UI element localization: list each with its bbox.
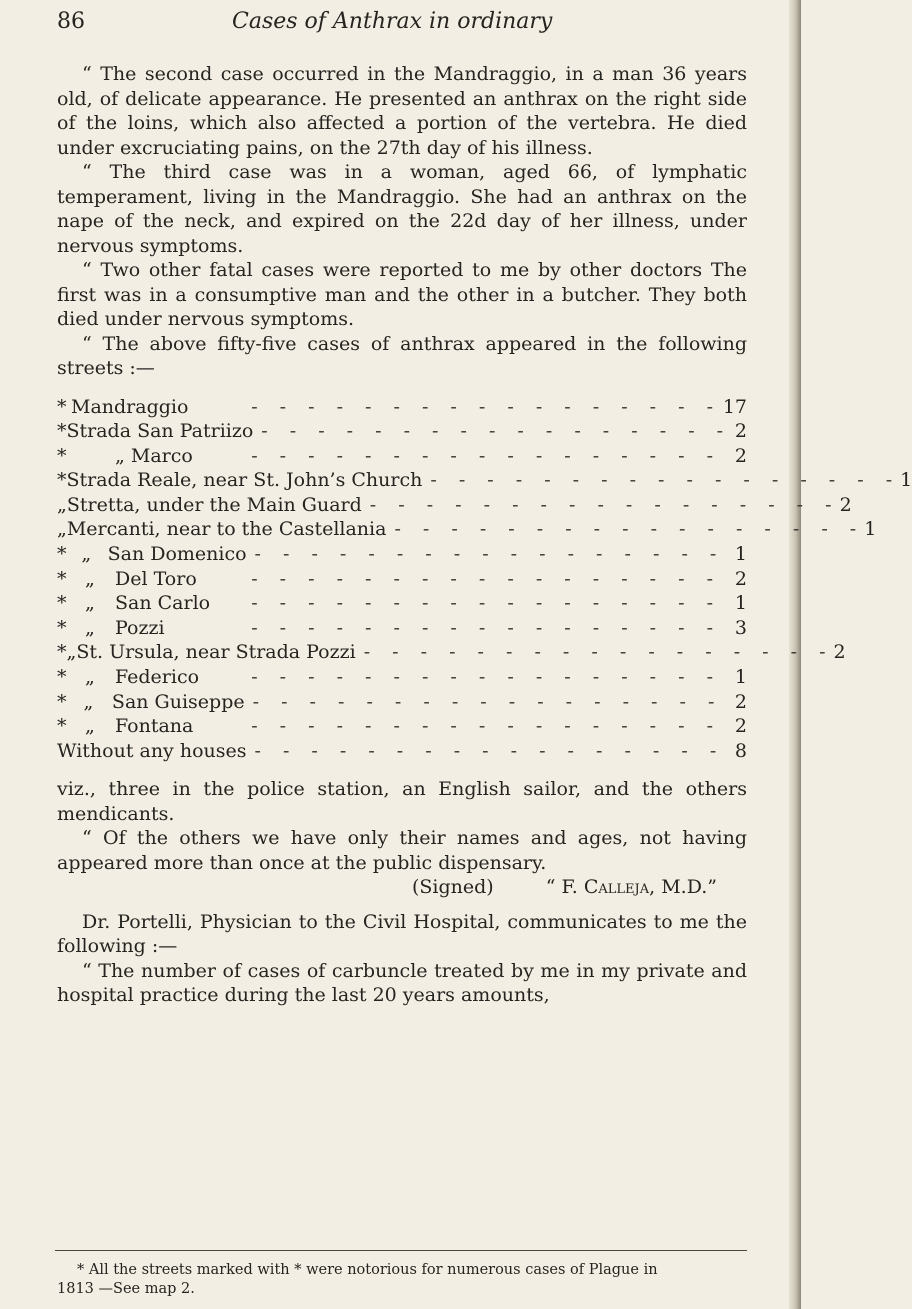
paragraph-second-case: “ The second case occurred in the Mandraggio, in a man 36 years old, of delicate appearance. He presented an anthrax on the right side of the loins, which also affected a portion of the vertebra. He died under excruciating pains, on the 27th day of his illness. [57,63,747,159]
dot-leader: - - - - - - - - - - - - - - - - - [254,739,725,762]
street-name: San Carlo [115,592,211,615]
dot-leader: - - - - - - - - - - - - - - - - - [251,666,721,689]
case-count: 2 [833,641,846,664]
dot-leader: - - - - - - - - - - - - - - - - - [251,567,721,590]
plague-asterisk: * [57,420,67,443]
plague-asterisk: * [57,469,67,492]
paragraph-others: “ Of the others we have only their names and ages, not having appeared more than once at the public dispensary. [57,827,747,874]
street-row [57,419,747,444]
dot-leader: - - - - - - - - - - - - - - - - - [430,469,901,492]
ditto-mark: „ [81,543,92,566]
plague-asterisk: * [57,567,67,590]
paragraph-third-case: “ The third case was in a woman, aged 66, of lymphatic temperament, living in the Mandraggio. She had an anthrax on the nape of the neck, and expired on the 22d day of her illness, under nervous symptoms. [57,161,747,257]
dot-leader: - - - - - - - - - - - - - - - - - [251,616,721,639]
ditto-mark: „ [85,715,95,738]
paragraph-viz: viz., three in the police station, an English sailor, and the others mendicants. [57,778,747,825]
street-name: Del Toro [115,567,197,590]
street-name: Mercanti, near to the Castellania [66,518,387,541]
dot-leader: - - - - - - - - - - - - - - - - - [363,641,834,664]
street-name: Without any houses [57,739,247,762]
street-name: Fontana [115,715,194,738]
body-text [57,62,912,1008]
street-row [57,714,747,739]
street-name: St. Ursula, near Strada Pozzi [76,641,356,664]
case-count: 2 [734,567,747,590]
plague-asterisk: * [57,395,67,418]
dot-leader: - - - - - - - - - - - - - - - - - [252,690,723,713]
street-row [57,444,747,469]
street-row [57,640,846,665]
street-table [57,395,912,764]
plague-asterisk: * [57,444,67,467]
street-name: Stretta, under the Main Guard [66,493,362,516]
street-name: Strada Reale, near St. John’s Church [66,469,423,492]
case-count: 1 [864,518,877,541]
plague-asterisk: * [57,616,67,639]
street-row [57,665,747,690]
case-count: 1 [734,543,747,566]
street-name: Strada San Patriizo [66,420,254,443]
street-row [57,739,747,764]
dot-leader: - - - - - - - - - - - - - - - - - [251,395,721,418]
case-count: 2 [734,690,747,713]
case-count: 2 [734,420,747,443]
running-title: Cases of Anthrax in ordinary [232,9,553,34]
case-count: 17 [722,395,747,418]
dot-leader: - - - - - - - - - - - - - - - - - [394,518,865,541]
case-count: 3 [734,616,747,639]
page-number: 86 [57,9,85,34]
plague-asterisk: * [57,641,67,664]
ditto-mark: „ [83,690,94,713]
street-row [57,395,747,420]
street-name: „ Marco [115,444,193,467]
paragraph-carbuncle: “ The number of cases of carbuncle treated by me in my private and hospital practice during the last 20 years amounts, [57,959,747,1007]
street-name: San Guiseppe [111,690,245,713]
street-row [57,542,747,567]
street-row [57,591,747,616]
dot-leader: - - - - - - - - - - - - - - - - - [251,715,721,738]
street-name: Mandraggio [71,395,189,418]
plague-asterisk: * [57,690,67,713]
ditto-mark: „ [66,641,77,664]
case-count: 2 [734,444,747,467]
paragraph-streets-intro: “ The above fifty-five cases of anthrax appeared in the following streets :— [57,332,747,379]
footnote-rule [55,1250,747,1251]
dot-leader: - - - - - - - - - - - - - - - - - [369,493,840,516]
footnote-line-2: 1813 —See map 2. [57,1281,195,1297]
case-count: 1 [734,592,747,615]
plague-asterisk: * [57,715,67,738]
street-row [57,493,852,518]
signature-line [57,875,747,900]
case-count: 2 [839,493,852,516]
street-row [57,690,747,715]
signature-signed: (Signed) [411,876,494,899]
footnote [57,1261,747,1299]
street-row [57,567,747,592]
street-name: Federico [115,666,200,689]
case-count: 2 [734,715,747,738]
paragraph-portelli: Dr. Portelli, Physician to the Civil Hospital, communicates to me the following :— [57,910,747,958]
street-row [57,468,912,493]
ditto-mark: „ [85,567,95,590]
dot-leader: - - - - - - - - - - - - - - - - - [251,444,721,467]
ditto-mark: „ [57,493,67,516]
street-row [57,517,877,542]
footnote-line-1: * All the streets marked with * were notorious for numerous cases of Plague in [77,1262,658,1278]
case-count: 8 [734,739,747,762]
street-row [57,616,747,641]
ditto-mark: „ [85,616,95,639]
paragraph-two-other-cases: “ Two other fatal cases were reported to me by other doctors The first was in a consumptive man and the other in a butcher. They both died under nervous symptoms. [57,259,747,330]
ditto-mark: „ [85,592,95,615]
dot-leader: - - - - - - - - - - - - - - - - - [251,592,721,615]
dot-leader: - - - - - - - - - - - - - - - - - [254,543,725,566]
case-count: 1 [734,666,747,689]
plague-asterisk: * [57,666,67,689]
case-count: 1 [900,469,912,492]
plague-asterisk: * [57,543,67,566]
street-name: Pozzi [115,616,165,639]
ditto-mark: „ [57,518,67,541]
plague-asterisk: * [57,592,67,615]
dot-leader: - - - - - - - - - - - - - - - - - [261,420,732,443]
street-name: San Domenico [107,543,247,566]
signature-name: “ F. Calleja, M.D.” [545,876,717,899]
ditto-mark: „ [85,666,95,689]
